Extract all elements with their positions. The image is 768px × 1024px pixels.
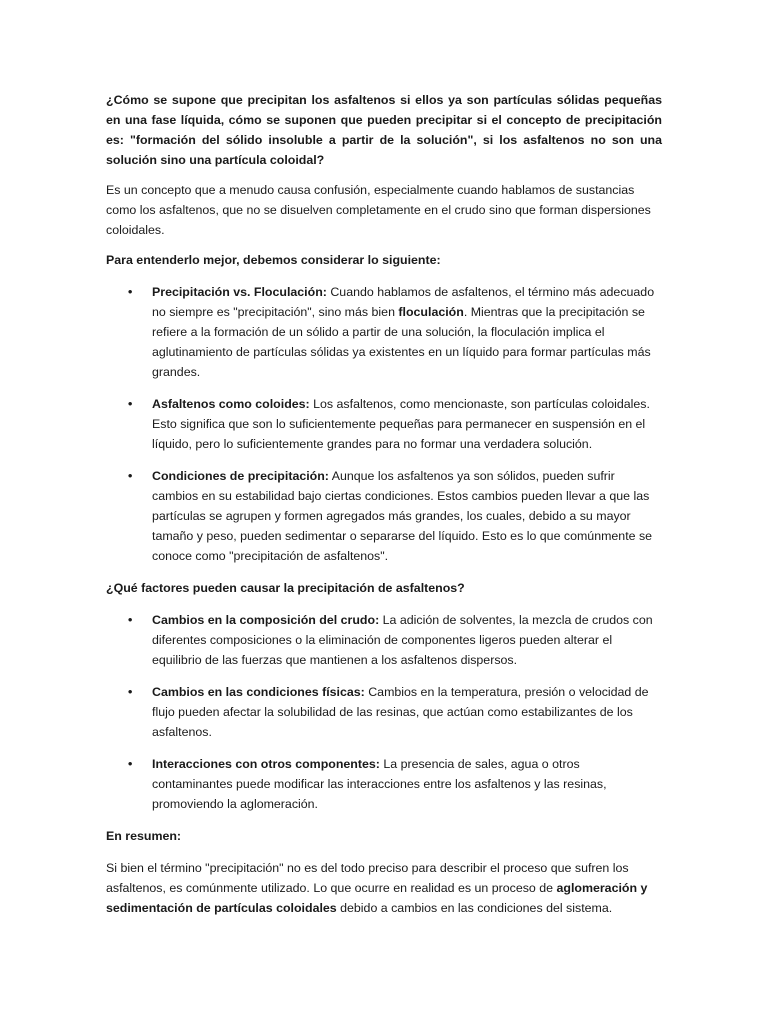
item-text: Cuando hablamos de asfaltenos, el término más adecuado no siempre es "precipitación", sino más bien <box>152 285 655 319</box>
section-heading-factors: ¿Qué factores pueden causar la precipitación de asfaltenos? <box>106 581 465 595</box>
list-item <box>106 282 662 382</box>
item-title: Cambios en las condiciones físicas: <box>152 685 365 699</box>
bullet-icon: • <box>128 685 133 699</box>
item-title: Precipitación vs. Floculación: <box>152 285 327 299</box>
item-text: Los asfaltenos, como mencionaste, son partículas coloidales. Esto significa que son lo suficientemente pequeñas para permanecer en suspensión en el líquido, pero lo suficientemente grandes para no formar una verdadera solución. <box>152 397 650 451</box>
bullet-icon: • <box>128 285 133 299</box>
item-text: Cambios en la temperatura, presión o velocidad de flujo pueden afectar la solubilidad de las resinas, que actúan como estabilizantes de los asfaltenos. <box>152 685 649 739</box>
item-text: La presencia de sales, agua o otros contaminantes puede modificar las interacciones entre los asfaltenos y las resinas, promoviendo la aglomeración. <box>152 757 607 811</box>
considerations-list <box>106 282 662 566</box>
item-title: Interacciones con otros componentes: <box>152 757 380 771</box>
list-item <box>106 610 662 670</box>
list-item <box>106 466 662 566</box>
intro-paragraph: Es un concepto que a menudo causa confusión, especialmente cuando hablamos de sustancias como los asfaltenos, que no se disuelven completamente en el crudo sino que forman dispersiones coloidales. <box>106 183 651 237</box>
item-title: Cambios en la composición del crudo: <box>152 613 380 627</box>
item-text: . Mientras que la precipitación se refiere a la formación de un sólido a partir de una solución, la floculación implica el aglutinamiento de partículas sólidas ya existentes en un líquido para formar partículas más grandes. <box>152 305 651 379</box>
summary-paragraph <box>106 858 662 918</box>
document-page <box>106 90 662 928</box>
bullet-icon: • <box>128 397 133 411</box>
item-text: La adición de solventes, la mezcla de crudos con diferentes composiciones o la eliminación de componentes ligeros pueden alterar el equilibrio de las fuerzas que mantienen a los asfaltenos dispersos. <box>152 613 653 667</box>
list-item <box>106 682 662 742</box>
bullet-icon: • <box>128 613 133 627</box>
item-text: Aunque los asfaltenos ya son sólidos, pueden sufrir cambios en su estabilidad bajo ciertas condiciones. Estos cambios pueden llevar a que las partículas se agrupen y formen agregados más grandes, los cuales, debido a su mayor tamaño y peso, pueden sedimentar o separarse del líquido. Esto es lo que comúnmente se conoce como "precipitación de asfaltenos". <box>152 469 653 563</box>
factors-list <box>106 610 662 814</box>
item-title: Asfaltenos como coloides: <box>152 397 310 411</box>
summary-text: Si bien el término "precipitación" no es del todo preciso para describir el proceso que sufren los asfaltenos, es comúnmente utilizado. Lo que ocurre en realidad es un proceso de <box>106 861 629 895</box>
list-item <box>106 754 662 814</box>
section-heading-considerations: Para entenderlo mejor, debemos considerar lo siguiente: <box>106 253 441 267</box>
bullet-icon: • <box>128 469 133 483</box>
question-paragraph: ¿Cómo se supone que precipitan los asfaltenos si ellos ya son partículas sólidas pequeñas en una fase líquida, cómo se suponen que pueden precipitar si el concepto de precipitación es: "formación del sólido insoluble a partir de la solución", si los asfaltenos no son una solución sino una partícula coloidal? <box>106 93 662 167</box>
item-bold-term: floculación <box>398 305 464 319</box>
item-title: Condiciones de precipitación: <box>152 469 329 483</box>
bullet-icon: • <box>128 757 133 771</box>
summary-bold-term: aglomeración y sedimentación de partículas coloidales <box>106 881 648 915</box>
summary-text: debido a cambios en las condiciones del sistema. <box>336 901 613 915</box>
list-item <box>106 394 662 454</box>
summary-heading: En resumen: <box>106 829 182 843</box>
